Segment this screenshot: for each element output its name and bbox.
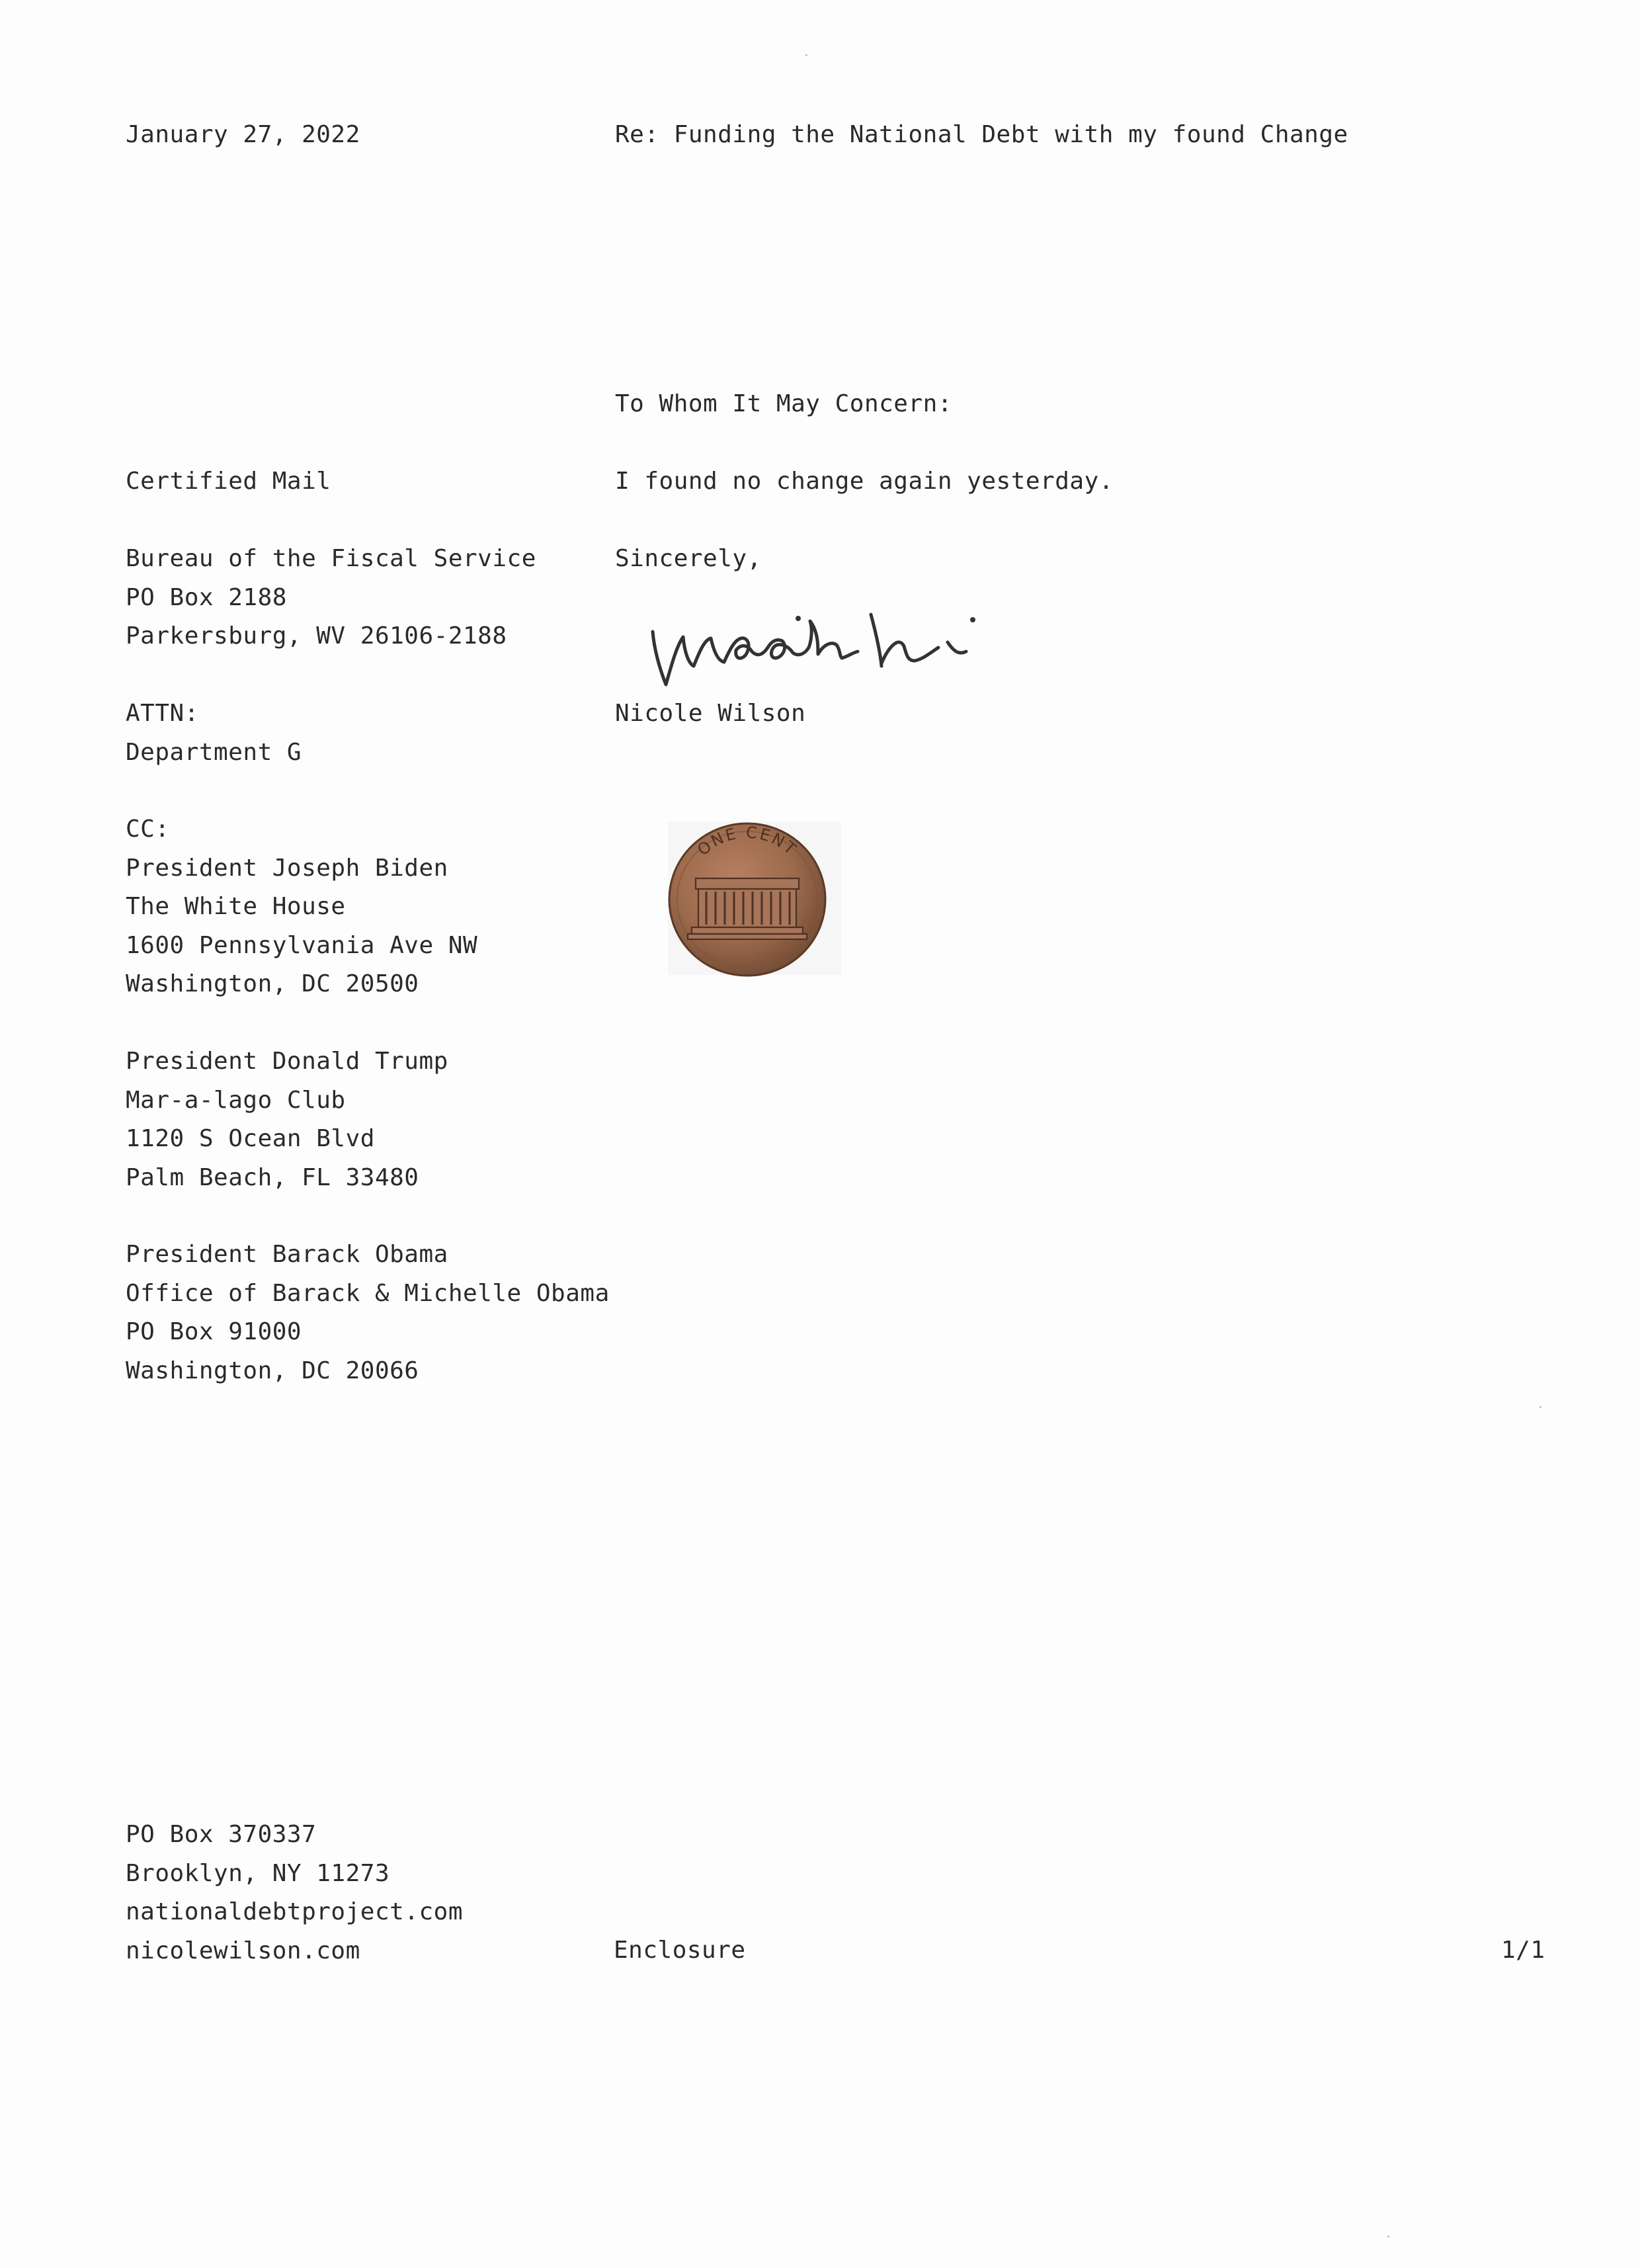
cc-line: Washington, DC 20066: [126, 1357, 419, 1384]
cc-line: 1120 S Ocean Blvd: [126, 1125, 375, 1152]
recipient-line: PO Box 2188: [126, 583, 287, 611]
scan-speck: [1539, 1406, 1541, 1408]
cc-line: Palm Beach, FL 33480: [126, 1163, 419, 1191]
attn-label: ATTN:: [126, 700, 199, 727]
signature-image: [645, 592, 1002, 704]
closing: Sincerely,: [615, 545, 762, 572]
cc-line: PO Box 91000: [126, 1318, 302, 1345]
attn-block: [126, 694, 302, 772]
mailing-method: Certified Mail: [126, 468, 331, 495]
letter-date: January 27, 2022: [126, 121, 360, 148]
scan-speck: [805, 54, 807, 56]
cc-line: The White House: [126, 893, 346, 920]
salutation: To Whom It May Concern:: [615, 390, 952, 417]
cc-block: [126, 810, 477, 1004]
sender-line: nicolewilson.com: [126, 1937, 360, 1964]
cc-line: President Barack Obama: [126, 1241, 448, 1268]
cc-label: CC:: [126, 816, 170, 843]
cc-line: Mar-a-lago Club: [126, 1086, 346, 1114]
cc-line: President Joseph Biden: [126, 854, 448, 882]
letter-subject: Re: Funding the National Debt with my found Change: [615, 121, 1348, 148]
sender-line: PO Box 370337: [126, 1821, 317, 1848]
cc-line: President Donald Trump: [126, 1048, 448, 1075]
cc-line: Washington, DC 20500: [126, 970, 419, 997]
recipient-line: Parkersburg, WV 26106-2188: [126, 622, 507, 650]
coin-image: [655, 815, 853, 984]
sender-line: nationaldebtproject.com: [126, 1898, 463, 1925]
recipient-line: Bureau of the Fiscal Service: [126, 545, 536, 572]
cc-recipient-2: [126, 1042, 448, 1197]
page-number: 1/1: [1501, 1937, 1545, 1964]
enclosure-label: Enclosure: [614, 1937, 746, 1964]
recipient-address: [126, 540, 536, 656]
attn-department: Department G: [126, 738, 302, 766]
letter-body: I found no change again yesterday.: [615, 468, 1114, 495]
scan-speck: [1387, 2236, 1389, 2238]
signer-name: Nicole Wilson: [615, 700, 806, 727]
cc-recipient-3: [126, 1236, 610, 1390]
cc-line: Office of Barack & Michelle Obama: [126, 1279, 610, 1307]
sender-address: [126, 1816, 463, 1970]
sender-line: Brooklyn, NY 11273: [126, 1859, 390, 1887]
cc-line: 1600 Pennsylvania Ave NW: [126, 931, 478, 959]
coin-inscription: ONE CENT: [694, 823, 801, 860]
